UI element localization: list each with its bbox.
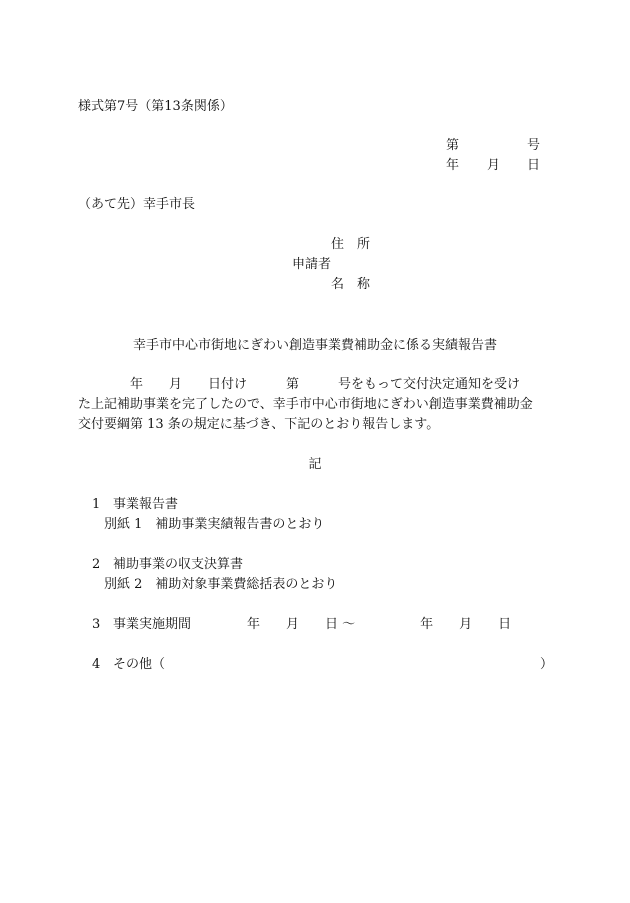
address-label: 住 所	[331, 237, 371, 252]
date-year: 年	[446, 158, 460, 173]
item-2-sub: 別紙 2 補助対象事業費総括表のとおり	[104, 577, 338, 592]
date-month: 月	[487, 158, 501, 173]
item-1-number: 1	[92, 497, 101, 512]
item-2-label: 補助事業の収支決算書	[113, 557, 244, 572]
item-4-label: その他（	[113, 657, 166, 672]
name-label: 名 称	[331, 277, 371, 292]
date-day: 日	[527, 158, 541, 173]
item-4-number: 4	[92, 657, 101, 672]
doc-number-go: 号	[527, 138, 541, 153]
applicant-label: 申請者	[292, 257, 332, 272]
body-line-2: た上記補助事業を完了したので、幸手市中心市街地にぎわい創造事業費補助金	[78, 397, 533, 412]
item-3-number: 3	[92, 617, 101, 632]
body-line-1: 年 月 日付け 第 号をもって交付決定通知を受け	[78, 377, 521, 392]
doc-number-dai: 第	[446, 138, 460, 153]
ki-heading: 記	[308, 457, 322, 472]
item-3-period: 年 月 日 〜 年 月 日	[247, 617, 512, 632]
item-2-number: 2	[92, 557, 101, 572]
form-id: 様式第7号（第13条関係）	[78, 99, 233, 114]
item-1-sub: 別紙 1 補助事業実績報告書のとおり	[104, 517, 325, 532]
document-title: 幸手市中心市街地にぎわい創造事業費補助金に係る実績報告書	[132, 338, 497, 353]
addressee: （あて先）幸手市長	[78, 197, 196, 212]
item-3-label: 事業実施期間	[113, 617, 192, 632]
item-4-close: ）	[540, 657, 554, 672]
body-line-3: 交付要綱第 13 条の規定に基づき、下記のとおり報告します。	[78, 417, 440, 432]
item-1-label: 事業報告書	[113, 497, 179, 512]
